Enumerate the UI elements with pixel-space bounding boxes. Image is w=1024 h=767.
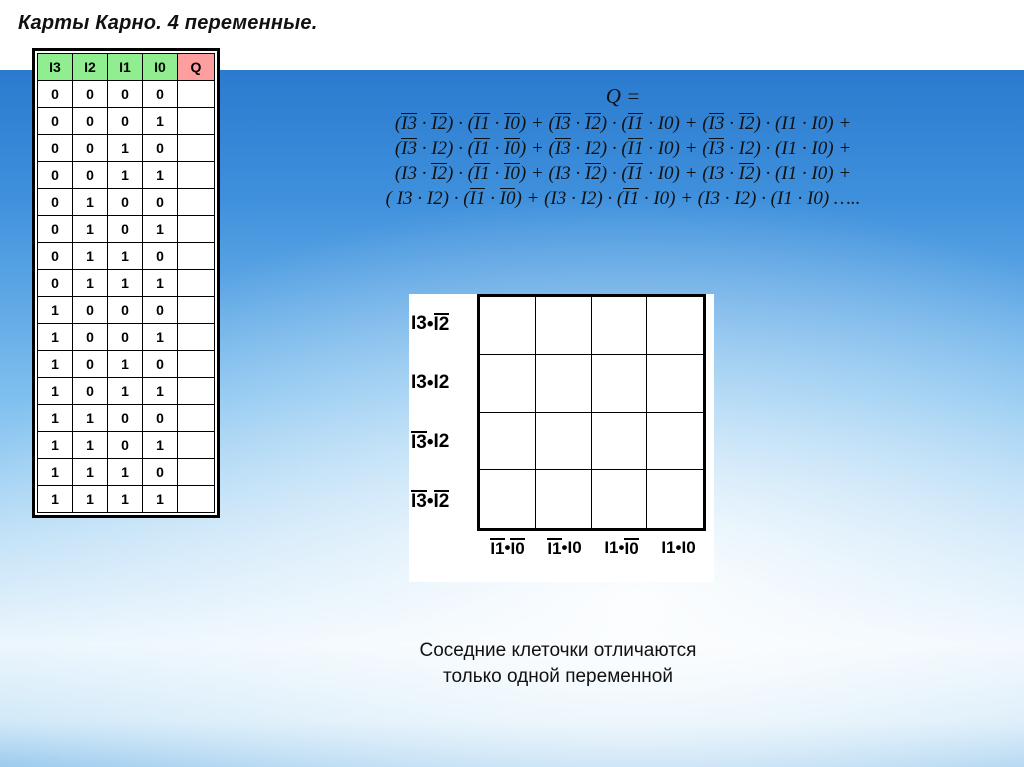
table-cell-q[interactable]: [178, 135, 215, 162]
formula-line-4: ( I3 · I2) · (I1 · I0) + (I3 · I2) · (I1 · I0) + (I3 · I2) · (I1 · I0) …..: [385, 188, 861, 209]
table-cell-input: 0: [73, 351, 108, 378]
label-term: I0: [567, 537, 582, 557]
table-cell-input: 1: [73, 216, 108, 243]
karnaugh-cell[interactable]: [647, 470, 703, 528]
karnaugh-cell[interactable]: [536, 297, 592, 355]
table-row: [38, 486, 215, 513]
label-overbar-term: I3: [411, 432, 427, 454]
table-cell-q[interactable]: [178, 324, 215, 351]
table-cell-input: 0: [73, 135, 108, 162]
multiply-dot-icon: •: [504, 538, 511, 557]
karnaugh-map: [409, 294, 714, 582]
label-term: I1: [661, 537, 676, 557]
label-overbar-term: I2: [433, 491, 450, 513]
table-row: [38, 324, 215, 351]
label-overbar-term: I1: [547, 538, 562, 558]
table-cell-input: 0: [38, 216, 73, 243]
table-cell-input: 0: [108, 216, 143, 243]
caption-line-2: только одной переменной: [443, 666, 673, 687]
table-cell-q[interactable]: [178, 297, 215, 324]
truth-table: [32, 48, 220, 518]
table-cell-input: 0: [143, 189, 178, 216]
label-term: I1: [604, 537, 619, 557]
table-cell-input: 0: [143, 405, 178, 432]
table-cell-q[interactable]: [178, 270, 215, 297]
label-term: I2: [433, 372, 450, 394]
table-cell-q[interactable]: [178, 378, 215, 405]
karnaugh-cell[interactable]: [647, 355, 703, 413]
karnaugh-cell[interactable]: [592, 413, 648, 471]
table-cell-input: 0: [73, 108, 108, 135]
table-cell-input: 0: [38, 135, 73, 162]
karnaugh-column-label: [536, 534, 593, 562]
table-cell-input: 1: [38, 405, 73, 432]
table-row: [38, 351, 215, 378]
table-cell-input: 0: [73, 297, 108, 324]
label-overbar-term: I2: [433, 314, 450, 336]
karnaugh-cell[interactable]: [536, 355, 592, 413]
table-cell-input: 1: [38, 351, 73, 378]
table-cell-input: 1: [38, 459, 73, 486]
table-cell-input: 1: [38, 486, 73, 513]
caption: [258, 638, 858, 690]
table-cell-input: 1: [73, 189, 108, 216]
table-cell-q[interactable]: [178, 108, 215, 135]
table-cell-input: 1: [73, 459, 108, 486]
table-row: [38, 189, 215, 216]
label-overbar-term: I0: [510, 538, 525, 558]
table-cell-input: 1: [108, 270, 143, 297]
label-overbar-term: I3: [411, 491, 427, 513]
label-overbar-term: I1: [490, 538, 505, 558]
table-cell-input: 0: [143, 81, 178, 108]
table-cell-input: 1: [108, 351, 143, 378]
multiply-dot-icon: •: [561, 538, 568, 557]
table-cell-input: 1: [73, 486, 108, 513]
caption-line-1: Соседние клеточки отличаются: [419, 640, 697, 661]
table-cell-input: 0: [73, 162, 108, 189]
table-cell-q[interactable]: [178, 243, 215, 270]
table-row: [38, 108, 215, 135]
truth-table-grid: [37, 53, 215, 513]
table-cell-q[interactable]: [178, 81, 215, 108]
table-cell-input: 0: [38, 162, 73, 189]
formula-line-3: (I3 · I2) · (I1 · I0) + (I3 · I2) · (I1 · I0) + (I3 · I2) · (I1 · I0) +: [394, 163, 852, 184]
table-cell-input: 1: [38, 432, 73, 459]
table-row: [38, 243, 215, 270]
table-cell-input: 1: [38, 297, 73, 324]
table-row: [38, 405, 215, 432]
table-cell-input: 1: [143, 108, 178, 135]
table-cell-input: 0: [38, 270, 73, 297]
table-cell-q[interactable]: [178, 486, 215, 513]
table-cell-input: 0: [73, 324, 108, 351]
table-cell-input: 1: [108, 486, 143, 513]
karnaugh-cell[interactable]: [647, 413, 703, 471]
multiply-dot-icon: •: [426, 490, 434, 512]
table-cell-q[interactable]: [178, 405, 215, 432]
table-cell-input: 1: [143, 378, 178, 405]
karnaugh-cell[interactable]: [480, 413, 536, 471]
column-header-q: Q: [178, 54, 215, 81]
table-cell-input: 0: [38, 243, 73, 270]
table-cell-input: 1: [73, 270, 108, 297]
karnaugh-row-label: [411, 472, 475, 531]
karnaugh-cell[interactable]: [592, 297, 648, 355]
label-term: I0: [681, 537, 696, 557]
karnaugh-cell[interactable]: [592, 355, 648, 413]
table-cell-input: 0: [38, 108, 73, 135]
table-cell-input: 0: [108, 189, 143, 216]
column-header-i1: I1: [108, 54, 143, 81]
multiply-dot-icon: •: [426, 313, 434, 335]
karnaugh-cell[interactable]: [480, 355, 536, 413]
column-header-i3: I3: [38, 54, 73, 81]
table-cell-input: 0: [73, 378, 108, 405]
table-cell-input: 1: [143, 432, 178, 459]
table-cell-input: 0: [108, 405, 143, 432]
karnaugh-column-label: [593, 534, 650, 562]
page-title: Карты Карно. 4 переменные.: [18, 12, 318, 34]
table-cell-q[interactable]: [178, 216, 215, 243]
table-row: [38, 432, 215, 459]
table-row: [38, 216, 215, 243]
column-header-i2: I2: [73, 54, 108, 81]
table-cell-input: 1: [38, 378, 73, 405]
table-cell-q[interactable]: [178, 189, 215, 216]
karnaugh-column-label: [650, 534, 707, 562]
table-cell-input: 1: [73, 243, 108, 270]
karnaugh-cell[interactable]: [480, 470, 536, 528]
karnaugh-cell[interactable]: [536, 470, 592, 528]
table-cell-input: 1: [108, 459, 143, 486]
table-row: [38, 270, 215, 297]
table-cell-input: 1: [143, 324, 178, 351]
table-cell-input: 0: [143, 459, 178, 486]
column-header-i0: I0: [143, 54, 178, 81]
table-cell-input: 1: [38, 324, 73, 351]
table-cell-input: 0: [38, 81, 73, 108]
label-overbar-term: I0: [624, 538, 639, 558]
formula-line-1: (I3 · I2) · (I1 · I0) + (I3 · I2) · (I1 · I0) + (I3 · I2) · (I1 · I0) +: [394, 113, 852, 134]
karnaugh-cell[interactable]: [480, 297, 536, 355]
table-header-row: [38, 54, 215, 81]
table-cell-q[interactable]: [178, 459, 215, 486]
karnaugh-row-label: [411, 413, 475, 472]
table-cell-input: 1: [143, 216, 178, 243]
table-row: [38, 81, 215, 108]
table-cell-input: 0: [73, 81, 108, 108]
table-row: [38, 162, 215, 189]
table-row: [38, 297, 215, 324]
table-cell-input: 0: [38, 189, 73, 216]
multiply-dot-icon: •: [426, 372, 434, 394]
table-cell-input: 0: [108, 324, 143, 351]
karnaugh-row-label: [411, 295, 475, 354]
label-term: I3: [411, 372, 427, 394]
boolean-formula: [258, 84, 988, 211]
table-cell-q[interactable]: [178, 351, 215, 378]
karnaugh-column-label: [479, 534, 536, 562]
karnaugh-cell[interactable]: [592, 470, 648, 528]
multiply-dot-icon: •: [618, 538, 625, 557]
karnaugh-cell[interactable]: [536, 413, 592, 471]
table-cell-input: 1: [143, 486, 178, 513]
table-cell-input: 1: [73, 432, 108, 459]
karnaugh-grid: [477, 294, 706, 531]
table-cell-input: 1: [108, 378, 143, 405]
table-cell-input: 1: [108, 162, 143, 189]
table-cell-input: 0: [108, 81, 143, 108]
table-cell-input: 1: [73, 405, 108, 432]
table-row: [38, 135, 215, 162]
table-cell-input: 0: [143, 297, 178, 324]
table-cell-q[interactable]: [178, 162, 215, 189]
table-cell-input: 1: [108, 135, 143, 162]
table-cell-input: 0: [143, 351, 178, 378]
table-cell-input: 0: [143, 135, 178, 162]
table-cell-input: 0: [108, 297, 143, 324]
table-cell-input: 0: [143, 243, 178, 270]
formula-line-2: (I3 · I2) · (I1 · I0) + (I3 · I2) · (I1 · I0) + (I3 · I2) · (I1 · I0) +: [394, 138, 852, 159]
label-term: I3: [411, 313, 427, 335]
table-row: [38, 378, 215, 405]
table-row: [38, 459, 215, 486]
table-cell-input: 1: [143, 162, 178, 189]
table-cell-input: 1: [108, 243, 143, 270]
truth-table-body: [38, 81, 215, 513]
karnaugh-cell[interactable]: [647, 297, 703, 355]
karnaugh-row-label: [411, 354, 475, 413]
table-cell-input: 0: [108, 108, 143, 135]
table-cell-input: 1: [143, 270, 178, 297]
table-cell-input: 0: [108, 432, 143, 459]
label-term: I2: [433, 431, 450, 453]
table-cell-q[interactable]: [178, 432, 215, 459]
multiply-dot-icon: •: [675, 538, 682, 557]
formula-head: Q =: [605, 84, 641, 108]
multiply-dot-icon: •: [426, 431, 434, 453]
